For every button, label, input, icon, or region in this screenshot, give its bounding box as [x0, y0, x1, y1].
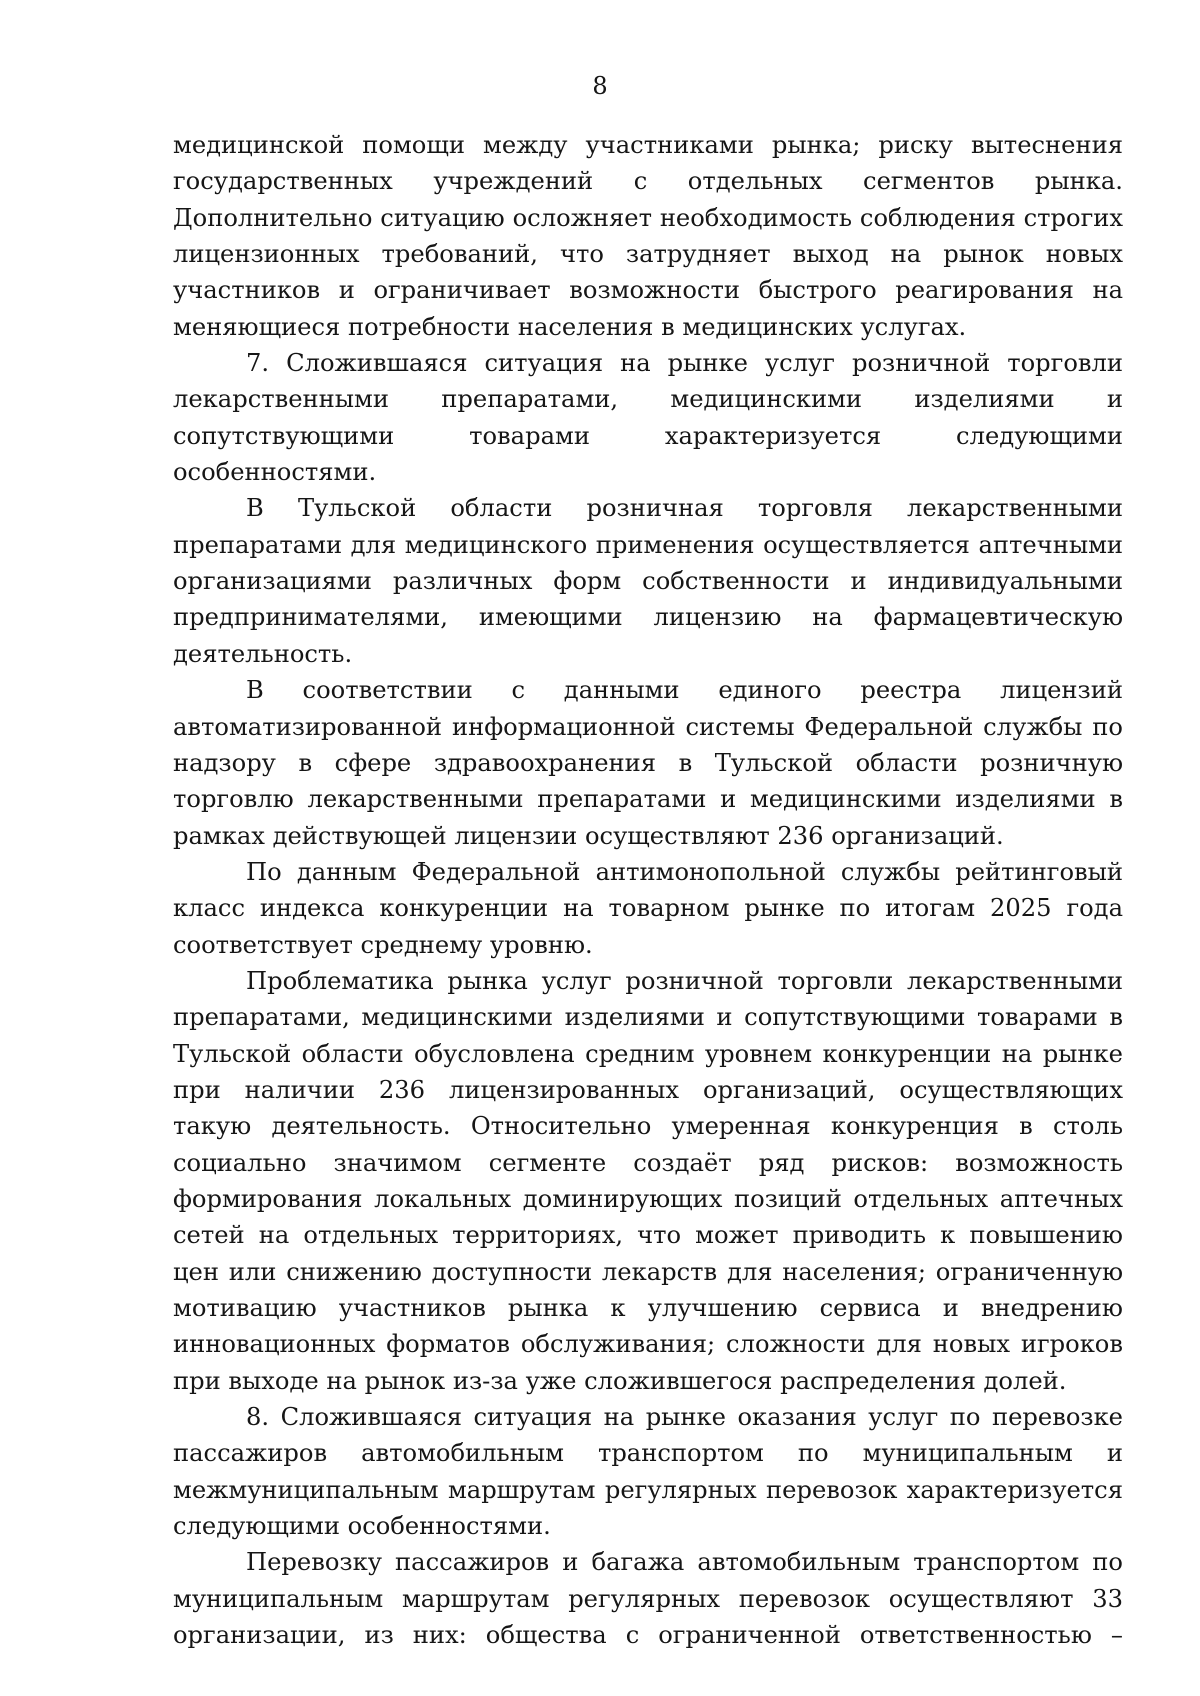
paragraph-problems: Проблематика рынка услуг розничной торговли лекарственными препаратами, медицинскими изделиями и сопутствующими товарами в Тульской области обусловлена средним уровнем конкуренции на рынке при наличии 236 лицензированных организаций, осуществляющих такую деятельность. Относительно умеренная конкуренция в столь социально значимом сегменте создаёт ряд рисков: возможность формирования локальных доминирующих позиций отдельных аптечных сетей на отдельных территориях, что может приводить к повышению цен или снижению доступности лекарств для населения; ограниченную мотивацию участников рынка к улучшению сервиса и внедрению инновационных форматов обслуживания; сложности для новых игроков при выходе на рынок из-за уже сложившегося распределения долей. — [173, 966, 1123, 1395]
paragraph-item-7-intro: 7. Сложившаяся ситуация на рынке услуг розничной торговли лекарственными препаратами, медицинскими изделиями и сопутствующими товарами характеризуется следующими особенностями. — [173, 349, 1123, 487]
paragraph-license-registry: В соответствии с данными единого реестра лицензий автоматизированной информационной системы Федеральной службы по надзору в сфере здравоохранения в Тульской области розничную торговлю лекарственными препаратами и медицинскими изделиями в рамках действующей лицензии осуществляют 236 организаций. — [173, 676, 1123, 850]
paragraph-retail-pharmacy: В Тульской области розничная торговля лекарственными препаратами для медицинского применения осуществляется аптечными организациями различных форм собственности и индивидуальными предпринимателями, имеющими лицензию на фармацевтическую деятельность. — [173, 494, 1123, 668]
paragraph-continuation: медицинской помощи между участниками рынка; риску вытеснения государственных учреждений с отдельных сегментов рынка. Дополнительно ситуацию осложняет необходимость соблюдения строгих лицензионных требований, что затрудняет выход на рынок новых участников и ограничивает возможности быстрого реагирования на меняющиеся потребности населения в медицинских услугах. — [173, 131, 1123, 341]
paragraph-passenger-transport: Перевозку пассажиров и багажа автомобильным транспортом по муниципальным маршрутам регулярных перевозок осуществляют 33 организации, из них: общества с ограниченной ответственностью – — [173, 1548, 1123, 1650]
document-body — [173, 127, 1123, 1653]
paragraph-fas-rating: По данным Федеральной антимонопольной службы рейтинговый класс индекса конкуренции на товарном рынке по итогам 2025 года соответствует среднему уровню. — [173, 857, 1123, 959]
paragraph-item-8-intro: 8. Сложившаяся ситуация на рынке оказания услуг по перевозке пассажиров автомобильным транспортом по муниципальным и межмуниципальным маршрутам регулярных перевозок характеризуется следующими особенностями. — [173, 1403, 1123, 1541]
page-number: 8 — [592, 72, 608, 100]
